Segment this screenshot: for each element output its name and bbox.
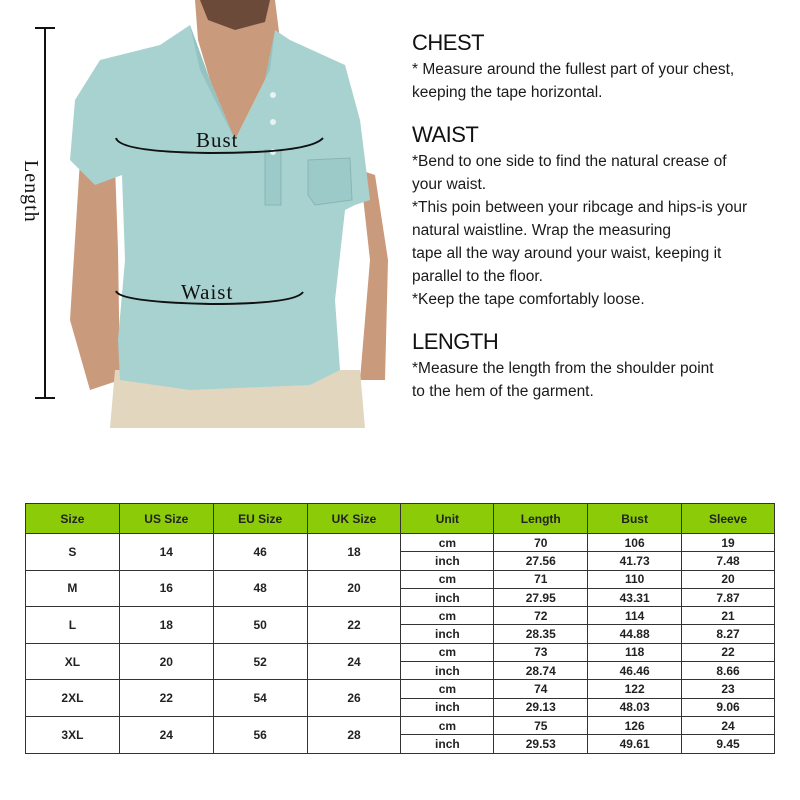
section-line: to the hem of the garment. <box>412 383 594 400</box>
unit-cell: inch <box>401 662 494 680</box>
us-size-cell: 22 <box>119 680 213 717</box>
section-line: *This poin between your ribcage and hips-is your <box>412 199 748 216</box>
header-size: Size <box>26 504 120 534</box>
length-cell: 73 <box>494 643 588 661</box>
unit-cell: inch <box>401 735 494 753</box>
uk-size-cell: 26 <box>307 680 401 717</box>
length-cell: 29.53 <box>494 735 588 753</box>
length-cell: 74 <box>494 680 588 698</box>
size-cell: 3XL <box>26 716 120 753</box>
bust-cell: 48.03 <box>588 698 682 716</box>
table-row <box>26 570 775 588</box>
length-cell: 71 <box>494 570 588 588</box>
unit-cell: cm <box>401 680 494 698</box>
header-unit: Unit <box>401 504 494 534</box>
section-line: * Measure around the fullest part of your chest, <box>412 61 735 78</box>
sleeve-cell: 21 <box>682 607 775 625</box>
bust-cell: 44.88 <box>588 625 682 643</box>
bust-cell: 106 <box>588 534 682 552</box>
length-label: Length <box>20 160 42 223</box>
eu-size-cell: 50 <box>213 607 307 644</box>
section-line: keeping the tape horizontal. <box>412 84 603 101</box>
section-title: LENGTH <box>412 329 499 354</box>
bust-cell: 49.61 <box>588 735 682 753</box>
chest-section <box>412 30 800 104</box>
length-cell: 28.35 <box>494 625 588 643</box>
unit-cell: cm <box>401 607 494 625</box>
section-line: parallel to the floor. <box>412 268 543 285</box>
section-line: *Keep the tape comfortably loose. <box>412 291 645 308</box>
length-cell: 27.95 <box>494 588 588 606</box>
table-row <box>26 680 775 698</box>
size-cell: XL <box>26 643 120 680</box>
table-row <box>26 716 775 734</box>
length-cell: 70 <box>494 534 588 552</box>
length-cell: 72 <box>494 607 588 625</box>
us-size-cell: 18 <box>119 607 213 644</box>
unit-cell: inch <box>401 625 494 643</box>
unit-cell: inch <box>401 698 494 716</box>
bust-label: Bust <box>196 128 239 152</box>
table-row <box>26 643 775 661</box>
bust-cell: 43.31 <box>588 588 682 606</box>
bust-cell: 122 <box>588 680 682 698</box>
bust-cell: 126 <box>588 716 682 734</box>
header-sleeve: Sleeve <box>682 504 775 534</box>
unit-cell: cm <box>401 643 494 661</box>
bust-cell: 114 <box>588 607 682 625</box>
section-line: *Bend to one side to find the natural crease of <box>412 153 727 170</box>
table-header-row <box>26 504 775 534</box>
table-row <box>26 534 775 552</box>
uk-size-cell: 18 <box>307 534 401 571</box>
length-section <box>412 329 800 403</box>
header-uk-size: UK Size <box>307 504 401 534</box>
bust-cell: 41.73 <box>588 552 682 570</box>
eu-size-cell: 48 <box>213 570 307 607</box>
section-line: your waist. <box>412 176 487 193</box>
length-cell: 29.13 <box>494 698 588 716</box>
uk-size-cell: 24 <box>307 643 401 680</box>
sleeve-cell: 9.45 <box>682 735 775 753</box>
eu-size-cell: 46 <box>213 534 307 571</box>
sleeve-cell: 9.06 <box>682 698 775 716</box>
eu-size-cell: 56 <box>213 716 307 753</box>
section-line: tape all the way around your waist, keeping it <box>412 245 722 262</box>
sleeve-cell: 23 <box>682 680 775 698</box>
sleeve-cell: 7.48 <box>682 552 775 570</box>
measurement-curves <box>0 0 400 440</box>
bust-cell: 118 <box>588 643 682 661</box>
sleeve-cell: 22 <box>682 643 775 661</box>
us-size-cell: 24 <box>119 716 213 753</box>
header-bust: Bust <box>588 504 682 534</box>
length-cell: 28.74 <box>494 662 588 680</box>
section-title: CHEST <box>412 30 485 55</box>
unit-cell: inch <box>401 552 494 570</box>
size-cell: 2XL <box>26 680 120 717</box>
section-title: WAIST <box>412 122 479 147</box>
sleeve-cell: 8.66 <box>682 662 775 680</box>
sleeve-cell: 8.27 <box>682 625 775 643</box>
unit-cell: inch <box>401 588 494 606</box>
eu-size-cell: 54 <box>213 680 307 717</box>
unit-cell: cm <box>401 534 494 552</box>
header-eu-size: EU Size <box>213 504 307 534</box>
us-size-cell: 14 <box>119 534 213 571</box>
us-size-cell: 20 <box>119 643 213 680</box>
uk-size-cell: 20 <box>307 570 401 607</box>
section-line: natural waistline. Wrap the measuring <box>412 222 672 239</box>
bust-cell: 46.46 <box>588 662 682 680</box>
sleeve-cell: 19 <box>682 534 775 552</box>
us-size-cell: 16 <box>119 570 213 607</box>
waist-section <box>412 122 800 311</box>
section-line: *Measure the length from the shoulder point <box>412 360 714 377</box>
sleeve-cell: 24 <box>682 716 775 734</box>
waist-label: Waist <box>181 280 234 304</box>
bust-cell: 110 <box>588 570 682 588</box>
size-cell: S <box>26 534 120 571</box>
size-cell: M <box>26 570 120 607</box>
table-row <box>26 607 775 625</box>
unit-cell: cm <box>401 570 494 588</box>
size-chart-table <box>25 503 775 754</box>
eu-size-cell: 52 <box>213 643 307 680</box>
sleeve-cell: 7.87 <box>682 588 775 606</box>
size-cell: L <box>26 607 120 644</box>
header-length: Length <box>494 504 588 534</box>
uk-size-cell: 22 <box>307 607 401 644</box>
unit-cell: cm <box>401 716 494 734</box>
length-cell: 27.56 <box>494 552 588 570</box>
uk-size-cell: 28 <box>307 716 401 753</box>
sleeve-cell: 20 <box>682 570 775 588</box>
measuring-guide <box>412 30 800 421</box>
header-us-size: US Size <box>119 504 213 534</box>
length-cell: 75 <box>494 716 588 734</box>
